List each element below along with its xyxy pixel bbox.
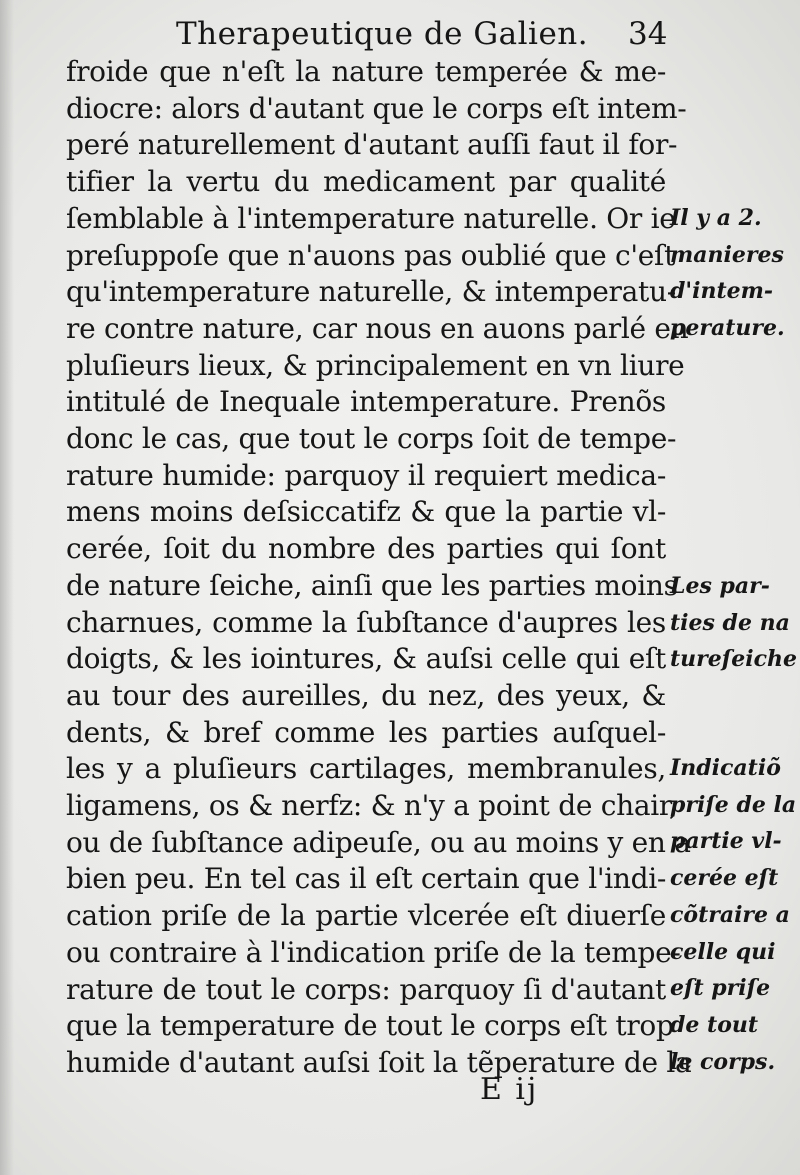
main-text-block bbox=[66, 54, 692, 1082]
text-line: diocre: alors d'autant que le corps eſt intem- bbox=[66, 91, 687, 125]
text-line: humide d'autant auſsi ſoit la tẽperature de la bbox=[66, 1045, 692, 1079]
margin-note-line: manieres bbox=[670, 241, 784, 268]
text-line: pluſieurs lieux, & principalement en vn liure bbox=[66, 348, 685, 382]
text-line: tifier la vertu du medicament par qualité bbox=[66, 165, 666, 199]
text-line: dents, & bref comme les parties auſquel- bbox=[66, 715, 666, 749]
text-line: ſemblable à l'intemperature naturelle. Or ie bbox=[66, 201, 676, 235]
margin-note-line: cerée eſt bbox=[670, 865, 779, 892]
margin-note-line: tureſeiche bbox=[670, 646, 797, 673]
text-line: de nature ſeiche, ainſi que les parties moins bbox=[66, 568, 678, 602]
text-line: bien peu. En tel cas il eſt certain que l'indi- bbox=[66, 862, 667, 896]
margin-note-line: d'intem- bbox=[670, 278, 774, 305]
text-line: ligamens, os & nerfz: & n'y a point de chair, bbox=[66, 789, 678, 823]
margin-note-line: partie vl- bbox=[670, 828, 782, 855]
margin-note-line: priſe de la bbox=[670, 791, 797, 818]
text-line: ou de ſubſtance adipeuſe, ou au moins y en a bbox=[66, 825, 691, 859]
text-line: ou contraire à l'indication priſe de la tempe- bbox=[66, 935, 681, 969]
page-number: 34 bbox=[628, 16, 668, 52]
text-line: re contre nature, car nous en auons parlé en bbox=[66, 311, 689, 345]
text-line: donc le cas, que tout le corps ſoit de tempe- bbox=[66, 422, 677, 456]
signature-mark: E ij bbox=[480, 1072, 539, 1107]
text-line: les y a pluſieurs cartilages, membranules, bbox=[66, 752, 666, 786]
margin-note-line: perature. bbox=[670, 315, 785, 342]
margin-note-line: le corps. bbox=[670, 1048, 776, 1075]
running-title: Therapeutique de Galien. bbox=[176, 16, 589, 52]
page-gutter-shadow bbox=[0, 0, 14, 1175]
margin-note-line: de tout bbox=[670, 1011, 759, 1038]
text-line: intitulé de Inequale intemperature. Prenõs bbox=[66, 385, 666, 419]
margin-note-line: cõtraire a bbox=[670, 901, 790, 928]
margin-note-line: eſt priſe bbox=[670, 975, 771, 1002]
text-line: peré naturellement d'autant auſſi faut il for- bbox=[66, 128, 678, 162]
margin-note-line: Il y a 2. bbox=[670, 205, 762, 231]
margin-note-intemperature bbox=[670, 200, 798, 347]
text-line: cerée, ſoit du nombre des parties qui ſont bbox=[66, 532, 666, 566]
margin-note-parties-seiches bbox=[670, 568, 798, 678]
text-line: au tour des aureilles, du nez, des yeux, & bbox=[66, 678, 666, 712]
text-line: cation priſe de la partie vlcerée eſt diuerſe bbox=[66, 899, 666, 933]
margin-note-line: celle qui bbox=[670, 938, 776, 965]
margin-note-line: Les par- bbox=[670, 573, 770, 599]
text-line: que la temperature de tout le corps eſt trop bbox=[66, 1009, 674, 1043]
text-line: mens moins deſsiccatifz & que la partie vl- bbox=[66, 495, 666, 529]
text-line: qu'intemperature naturelle, & intemperatu- bbox=[66, 275, 676, 309]
text-line: doigts, & les iointures, & auſsi celle qui eſt bbox=[66, 642, 666, 676]
margin-note-line: Indicatiõ bbox=[670, 755, 781, 781]
margin-note-line: ties de na bbox=[670, 609, 790, 636]
text-line: charnues, comme la ſubſtance d'aupres les bbox=[66, 605, 666, 639]
text-line: froide que n'eſt la nature temperée & me- bbox=[66, 55, 666, 88]
text-line: rature humide: parquoy il requiert medica- bbox=[66, 458, 666, 492]
text-line: rature de tout le corps: parquoy ſi d'autant bbox=[66, 972, 666, 1006]
margin-note-indication bbox=[670, 750, 798, 1080]
text-line: preſuppoſe que n'auons pas oublié que c'eſt bbox=[66, 238, 676, 272]
